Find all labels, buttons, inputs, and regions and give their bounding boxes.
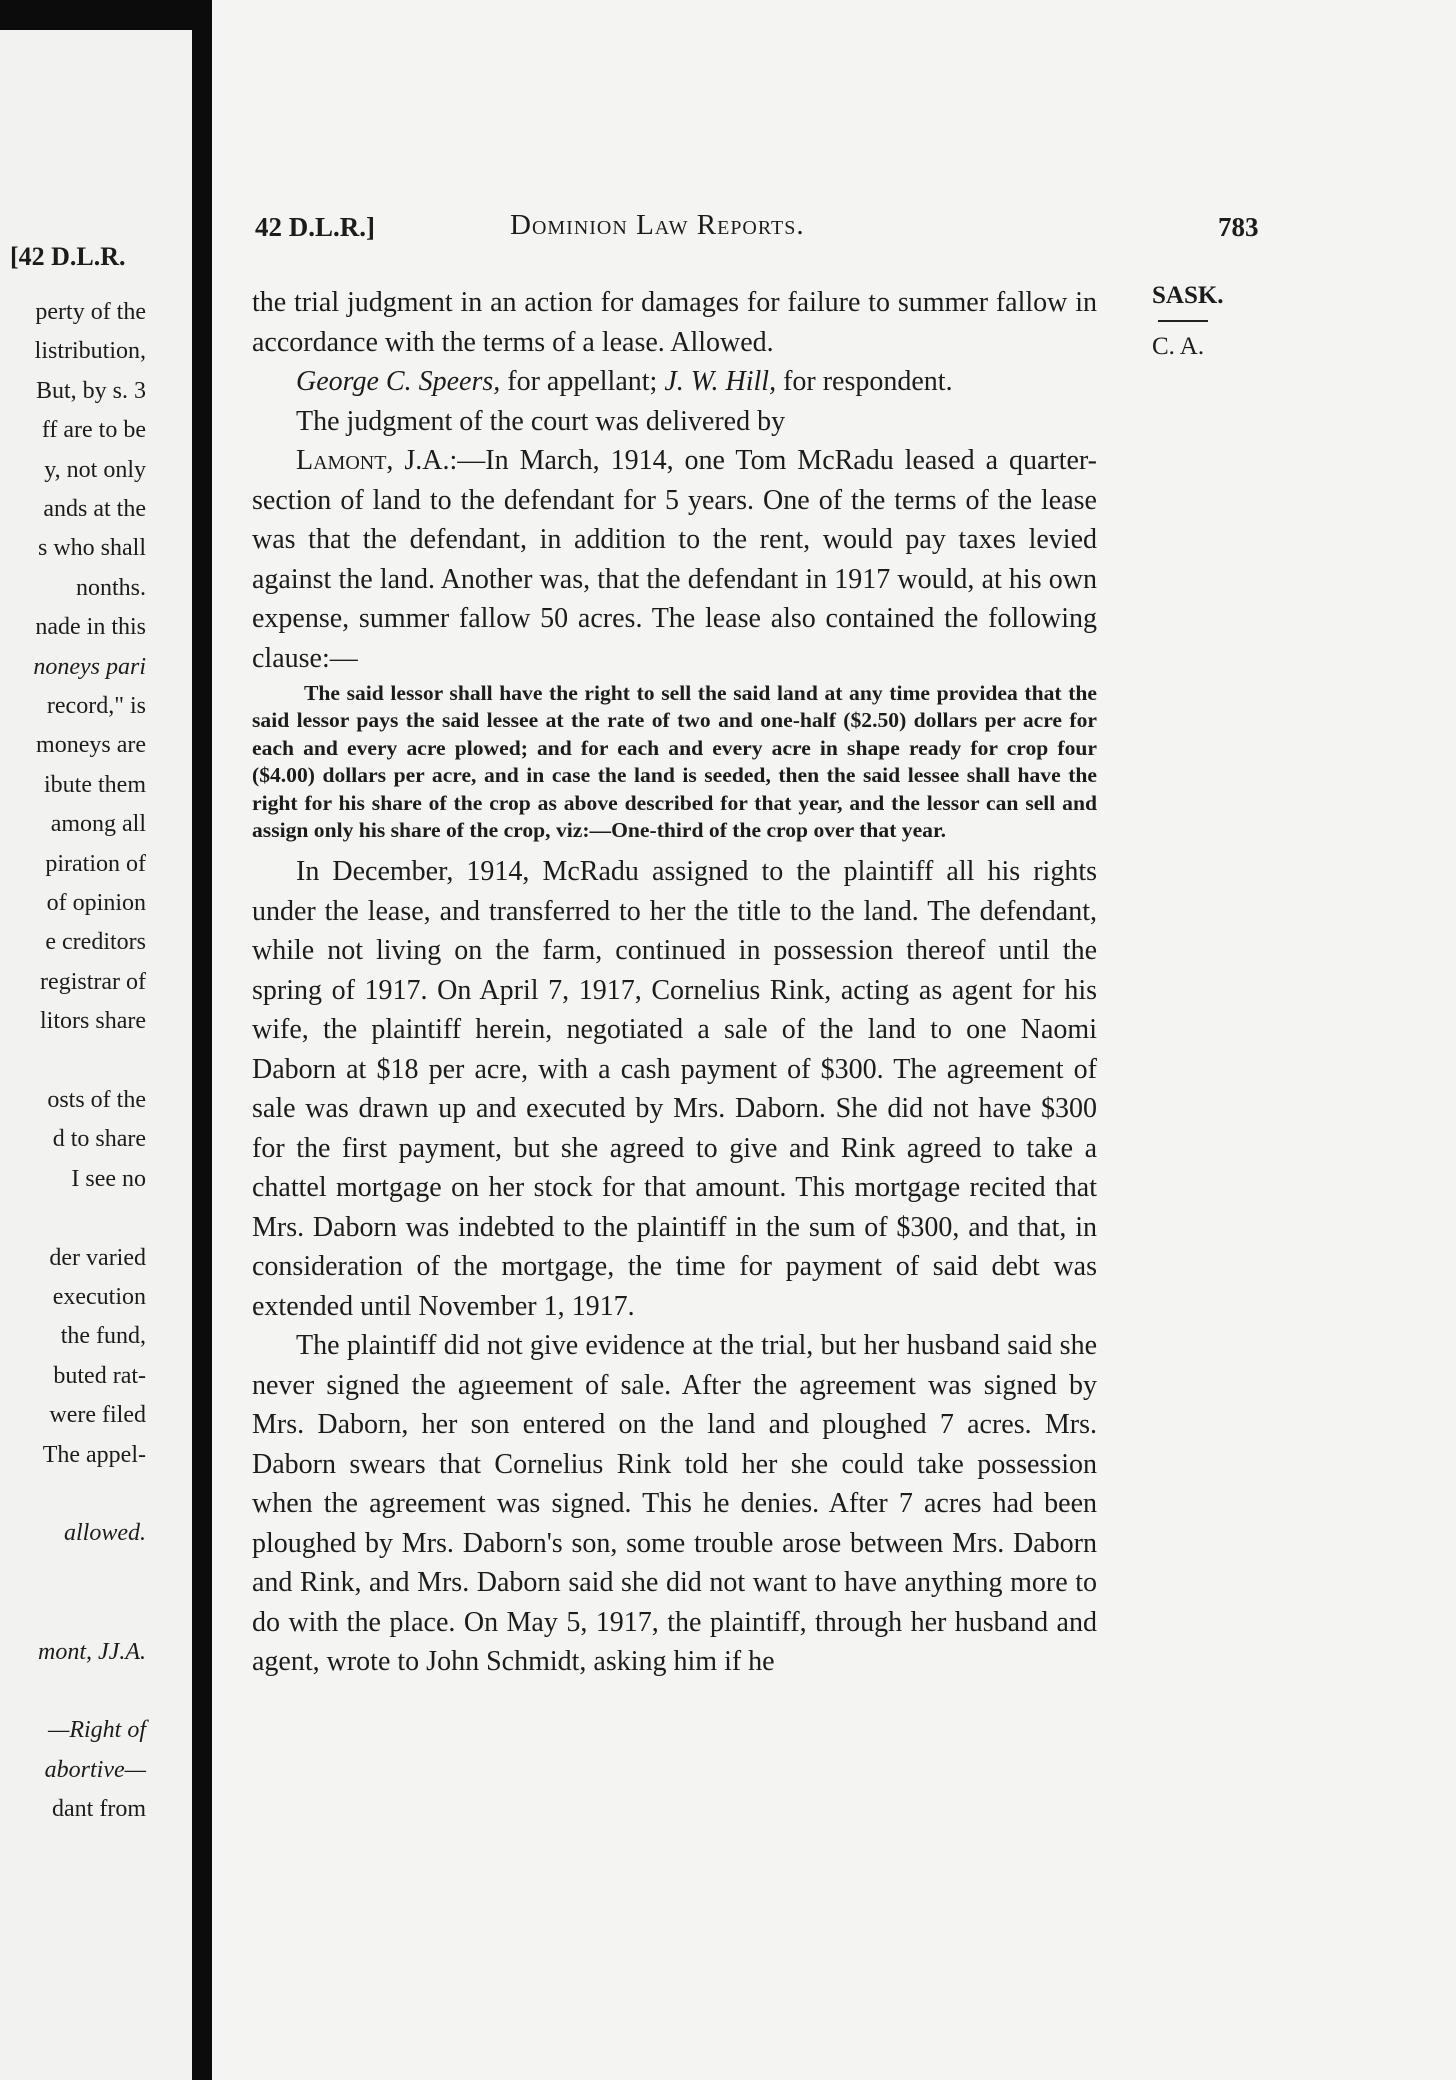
paragraph-evidence: The plaintiff did not give evidence at the trial, but her husband said she never signed the agıeement of sale. After the agreement was signed by Mrs. Daborn, her son entered on the land and ploughed 7 acres. Mrs. Daborn swears that Cornelius Rink told her she could take possession when the agreement was signed. This he denies. After 7 acres had been ploughed by Mrs. Daborn's son, some trouble arose between Mrs. Daborn and Rink, and Mrs. Daborn said she did not want to have anything more to do with the place. On May 5, 1917, the plaintiff, through her husband and agent, wrote to John Schmidt, asking him if he [252,1330,1097,1678]
left-page-line: among all [50,811,146,838]
right-page [212,0,1456,2080]
main-text [252,283,1097,1682]
left-page-line: buted rat- [53,1362,146,1389]
margin-note-rule [1158,320,1208,322]
left-page-line: were filed [49,1402,146,1429]
left-page-line: The appel- [42,1441,146,1468]
counsel-respondent-role: for respondent. [776,366,953,397]
left-page-line: ff are to be [41,417,146,444]
left-page-line: noneys pari [33,653,146,680]
left-page-line: of opinion [46,890,146,916]
left-page-line: But, by s. 3 [35,377,146,404]
paragraph-december: In December, 1914, McRadu assigned to the plaintiff all his rights under the lease, and transferred to her the title to the land. The defendant, while not living on the farm, continued in possession thereof until the spring of 1917. On April 7, 1917, Cornelius Rink, acting as agent for his wife, the plaintiff herein, negotiated a sale of the land to one Naomi Daborn at $18 per acre, with a cash payment of $300. The agreement of sale was drawn up and executed by Mrs. Daborn. She did not have $300 for the first payment, but she agreed to give and Rink agreed to take a chattel mortgage on her stock for that amount. This mortgage recited that Mrs. Daborn was indebted to the plaintiff in the sum of $300, and that, in consideration of the mortgage, the time for payment of said debt was extended until November 1, 1917. [252,856,1097,1322]
margin-note-court: C. A. [1152,333,1205,360]
lease-clause-quote: The said lessor shall have the right to sell the said land at any time providea that the said lessor pays the said lessee at the rate of two and one-half ($2.50) dollars per acre for each and every acre plowed; and for each and every acre in shape ready for crop four ($4.00) dollars per acre, and in case the land is seeded, then the said lessee shall have the right for his share of the crop as above described for that year, and the lessor can sell and assign only his share of the crop, viz:—One-third of the crop over that year. [252,681,1097,843]
left-page-line: y, not only [44,456,146,483]
paragraph-counsel [252,362,1097,402]
left-page-line: d to share [52,1126,146,1153]
judge-name: Lamont, J.A. [296,445,450,476]
left-page-line: abortive— [44,1756,146,1783]
left-page-line: the fund, [60,1323,146,1350]
paragraph-lamont-text: :—In March, 1914, one Tom McRadu leased a quarter-section of land to the defendant for 5 years. One of the terms of the lease was that the defendant, in addition to the rent, would pay taxes levied against the land. Another was, that the defendant in 1917 would, at his own expense, summer fallow 50 acres. The lease also contained the following clause:— [252,445,1098,674]
counsel-respondent-name: J. W. Hill, [664,366,777,397]
left-page-line: der varied [49,1244,146,1271]
left-page-line: ibute them [44,771,146,798]
left-page-line: ands at the [43,496,146,522]
book-gutter [192,30,212,2080]
margin-note-province: SASK. [1152,282,1224,309]
running-head-title: Dominion Law Reports. [510,209,805,241]
left-page-line: I see no [71,1165,146,1192]
paragraph-headnote: the trial judgment in an action for damages for failure to summer fallow in accordance with the terms of a lease. Allowed. [252,287,1097,358]
left-page-line: e creditors [45,929,146,956]
left-page-line: osts of the [47,1087,146,1113]
left-page-line: listribution, [34,338,146,365]
left-page-line: execution [52,1284,146,1310]
running-head-volume: 42 D.L.R.] [255,212,375,242]
left-page-header: [42 D.L.R. [10,242,126,271]
left-page-line: —Right of [47,1717,146,1744]
counsel-appellant-role: for appellant; [500,366,665,397]
left-page-line: nonths. [75,574,146,601]
left-page-line: allowed. [64,1520,146,1547]
paragraph-lamont [252,441,1097,678]
left-page-line: nade in this [35,614,146,641]
left-page-line: record," is [46,693,146,719]
left-page-line: piration of [45,850,146,877]
page-number: 783 [1218,212,1259,242]
left-page-line: registrar of [40,968,146,995]
left-page [0,30,192,2080]
left-page-line: litors share [40,1008,146,1035]
left-page-line: perty of the [35,299,146,325]
left-page-line: moneys are [36,732,146,759]
counsel-appellant-name: George C. Speers, [296,366,501,397]
paragraph-delivered: The judgment of the court was delivered by [296,405,786,437]
left-page-line: mont, JJ.A. [38,1638,146,1665]
left-page-line: s who shall [38,535,146,562]
left-page-line: dant from [52,1796,146,1823]
